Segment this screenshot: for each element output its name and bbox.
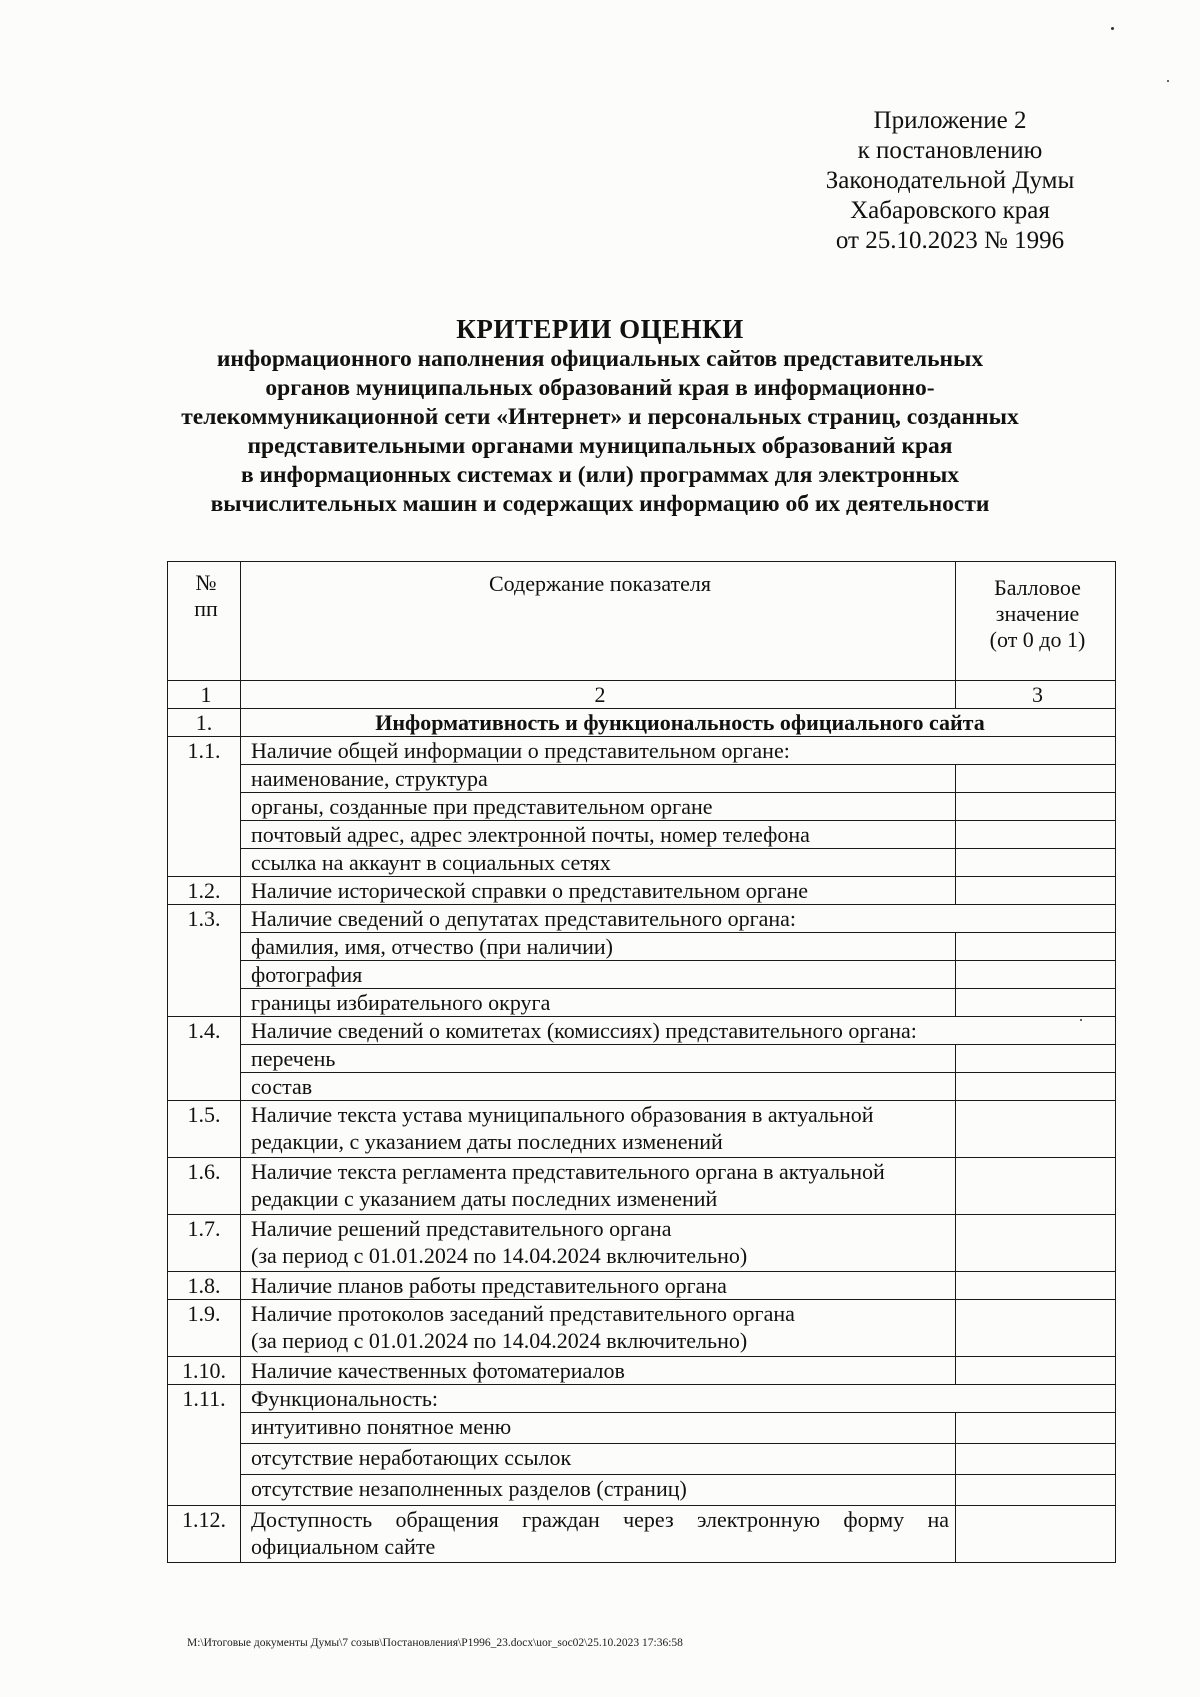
row-text	[241, 1215, 956, 1272]
table-subrow	[168, 793, 1116, 821]
table-row	[168, 1272, 1116, 1300]
row-number: 1.10.	[168, 1357, 241, 1385]
row-text-line: (за период с 01.01.2024 по 14.04.2024 включительно)	[251, 1243, 748, 1268]
subtitle-line: органов муниципальных образований края в информационно-	[265, 375, 935, 401]
header-score-cell	[956, 562, 1116, 681]
scan-speck	[1111, 27, 1114, 30]
table-row	[168, 905, 1116, 933]
table-row	[168, 1506, 1116, 1563]
table-row	[168, 1357, 1116, 1385]
table-subrow	[168, 765, 1116, 793]
column-number: 1	[168, 681, 241, 709]
table-subrow	[168, 849, 1116, 877]
row-text: Наличие сведений о комитетах (комиссиях) представительного органа:	[241, 1017, 1116, 1045]
table-row	[168, 737, 1116, 765]
score-cell[interactable]	[956, 821, 1116, 849]
row-text: Наличие качественных фотоматериалов	[241, 1357, 956, 1385]
row-number: 1.2.	[168, 877, 241, 905]
column-number: 3	[956, 681, 1116, 709]
row-number: 1.9.	[168, 1300, 241, 1357]
scan-speck	[1080, 1019, 1082, 1021]
subrow-text: органы, созданные при представительном органе	[241, 793, 956, 821]
appendix-header	[800, 106, 1100, 256]
row-text: Наличие исторической справки о представительном органе	[241, 877, 956, 905]
row-text-line: Наличие текста устава муниципального образования в актуальной	[251, 1102, 874, 1127]
table-header-row	[168, 562, 1116, 681]
row-number: 1.6.	[168, 1158, 241, 1215]
table-row	[168, 1017, 1116, 1045]
row-text-line: редакции с указанием даты последних изменений	[251, 1186, 718, 1211]
row-text: Наличие сведений о депутатах представительного органа:	[241, 905, 1116, 933]
header-score-line: значение	[995, 601, 1080, 626]
score-cell[interactable]	[956, 989, 1116, 1017]
subrow-text: состав	[241, 1073, 956, 1101]
row-text: Наличие планов работы представительного органа	[241, 1272, 956, 1300]
criteria-table	[167, 561, 1116, 1563]
subtitle-line: представительными органами муниципальных образований края	[247, 433, 953, 459]
subtitle-line: в информационных системах и (или) программах для электронных	[240, 462, 960, 488]
table-row	[168, 1101, 1116, 1158]
row-text-line: Доступность обращения граждан через электронную форму на	[251, 1507, 949, 1532]
score-cell[interactable]	[956, 1413, 1116, 1444]
table-row	[168, 1300, 1116, 1357]
table-subrow	[168, 961, 1116, 989]
table-subrow	[168, 821, 1116, 849]
row-number: 1.3.	[168, 905, 241, 1017]
score-cell[interactable]	[956, 1300, 1116, 1357]
row-text-line: Наличие текста регламента представительного органа в актуальной	[251, 1159, 885, 1184]
section-number: 1.	[168, 709, 241, 737]
appendix-line: к постановлению	[857, 137, 1043, 164]
header-num-symbol: №	[195, 570, 217, 595]
subrow-text: отсутствие неработающих ссылок	[241, 1444, 956, 1475]
row-text-line: Наличие протоколов заседаний представительного органа	[251, 1301, 795, 1326]
table-subrow	[168, 1073, 1116, 1101]
header-num-cell	[168, 562, 241, 681]
row-text-line: редакции, с указанием даты последних изменений	[251, 1129, 723, 1154]
title-main: КРИТЕРИИ ОЦЕНКИ	[456, 314, 744, 344]
score-cell[interactable]	[956, 933, 1116, 961]
section-row	[168, 709, 1116, 737]
table-row	[168, 1385, 1116, 1413]
appendix-line: от 25.10.2023 № 1996	[835, 227, 1065, 254]
table-row	[168, 1158, 1116, 1215]
header-score-line: Балловое	[994, 575, 1081, 600]
subtitle-line: информационного наполнения официальных сайтов представительных	[216, 346, 984, 372]
score-cell[interactable]	[956, 1073, 1116, 1101]
row-number: 1.1.	[168, 737, 241, 877]
appendix-line: Хабаровского края	[850, 197, 1050, 224]
header-score-line: (от 0 до 1)	[989, 627, 1086, 652]
row-text	[241, 1101, 956, 1158]
table-subrow	[168, 1413, 1116, 1444]
appendix-line: Законодательной Думы	[825, 167, 1075, 194]
table-subrow	[168, 1475, 1116, 1506]
subrow-text: ссылка на аккаунт в социальных сетях	[241, 849, 956, 877]
row-number: 1.5.	[168, 1101, 241, 1158]
document-title	[160, 313, 1040, 519]
header-num-abbr: пп	[194, 596, 218, 621]
header-content-cell: Содержание показателя	[241, 562, 956, 681]
score-cell[interactable]	[956, 1045, 1116, 1073]
column-number: 2	[241, 681, 956, 709]
table-subrow	[168, 933, 1116, 961]
table-subrow	[168, 1444, 1116, 1475]
row-text-line: (за период с 01.01.2024 по 14.04.2024 включительно)	[251, 1328, 748, 1353]
title-subtitle	[160, 345, 1040, 519]
subrow-text: границы избирательного округа	[241, 989, 956, 1017]
subrow-text: почтовый адрес, адрес электронной почты, номер телефона	[241, 821, 956, 849]
row-text-line: Наличие решений представительного органа	[251, 1216, 672, 1241]
subtitle-line: вычислительных машин и содержащих информацию об их деятельности	[210, 491, 990, 517]
row-text-line: официальном сайте	[251, 1534, 436, 1559]
table-subrow	[168, 1045, 1116, 1073]
subrow-text: отсутствие незаполненных разделов (страниц)	[241, 1475, 956, 1506]
subrow-text: интуитивно понятное меню	[241, 1413, 956, 1444]
score-cell[interactable]	[956, 1158, 1116, 1215]
subtitle-line: телекоммуникационной сети «Интернет» и персональных страниц, созданных	[181, 404, 1019, 430]
subrow-text: фотография	[241, 961, 956, 989]
score-cell[interactable]	[956, 765, 1116, 793]
scan-speck	[1167, 80, 1169, 82]
row-number: 1.7.	[168, 1215, 241, 1272]
score-cell[interactable]	[956, 849, 1116, 877]
subrow-text: наименование, структура	[241, 765, 956, 793]
column-number-row	[168, 681, 1116, 709]
score-cell[interactable]	[956, 1101, 1116, 1158]
score-cell[interactable]	[956, 877, 1116, 905]
subrow-text: перечень	[241, 1045, 956, 1073]
appendix-line: Приложение 2	[873, 107, 1027, 134]
row-number: 1.8.	[168, 1272, 241, 1300]
section-title: Информативность и функциональность официального сайта	[241, 709, 1116, 737]
row-text	[241, 1158, 956, 1215]
score-cell[interactable]	[956, 1444, 1116, 1475]
file-path-footer: M:\Итоговые документы Думы\7 созыв\Постановления\Р1996_23.docx\uor_soc02\25.10.2023 17:36:58	[187, 1637, 683, 1649]
score-cell[interactable]	[956, 1357, 1116, 1385]
row-number: 1.4.	[168, 1017, 241, 1101]
score-cell[interactable]	[956, 961, 1116, 989]
table-row	[168, 1215, 1116, 1272]
row-text	[241, 1506, 956, 1563]
row-text: Функциональность:	[241, 1385, 1116, 1413]
row-number: 1.12.	[168, 1506, 241, 1563]
score-cell[interactable]	[956, 1506, 1116, 1563]
score-cell[interactable]	[956, 1215, 1116, 1272]
table-row	[168, 877, 1116, 905]
score-cell[interactable]	[956, 793, 1116, 821]
score-cell[interactable]	[956, 1475, 1116, 1506]
row-number: 1.11.	[168, 1385, 241, 1506]
row-text: Наличие общей информации о представительном органе:	[241, 737, 1116, 765]
subrow-text: фамилия, имя, отчество (при наличии)	[241, 933, 956, 961]
score-cell[interactable]	[956, 1272, 1116, 1300]
row-text	[241, 1300, 956, 1357]
table-subrow	[168, 989, 1116, 1017]
